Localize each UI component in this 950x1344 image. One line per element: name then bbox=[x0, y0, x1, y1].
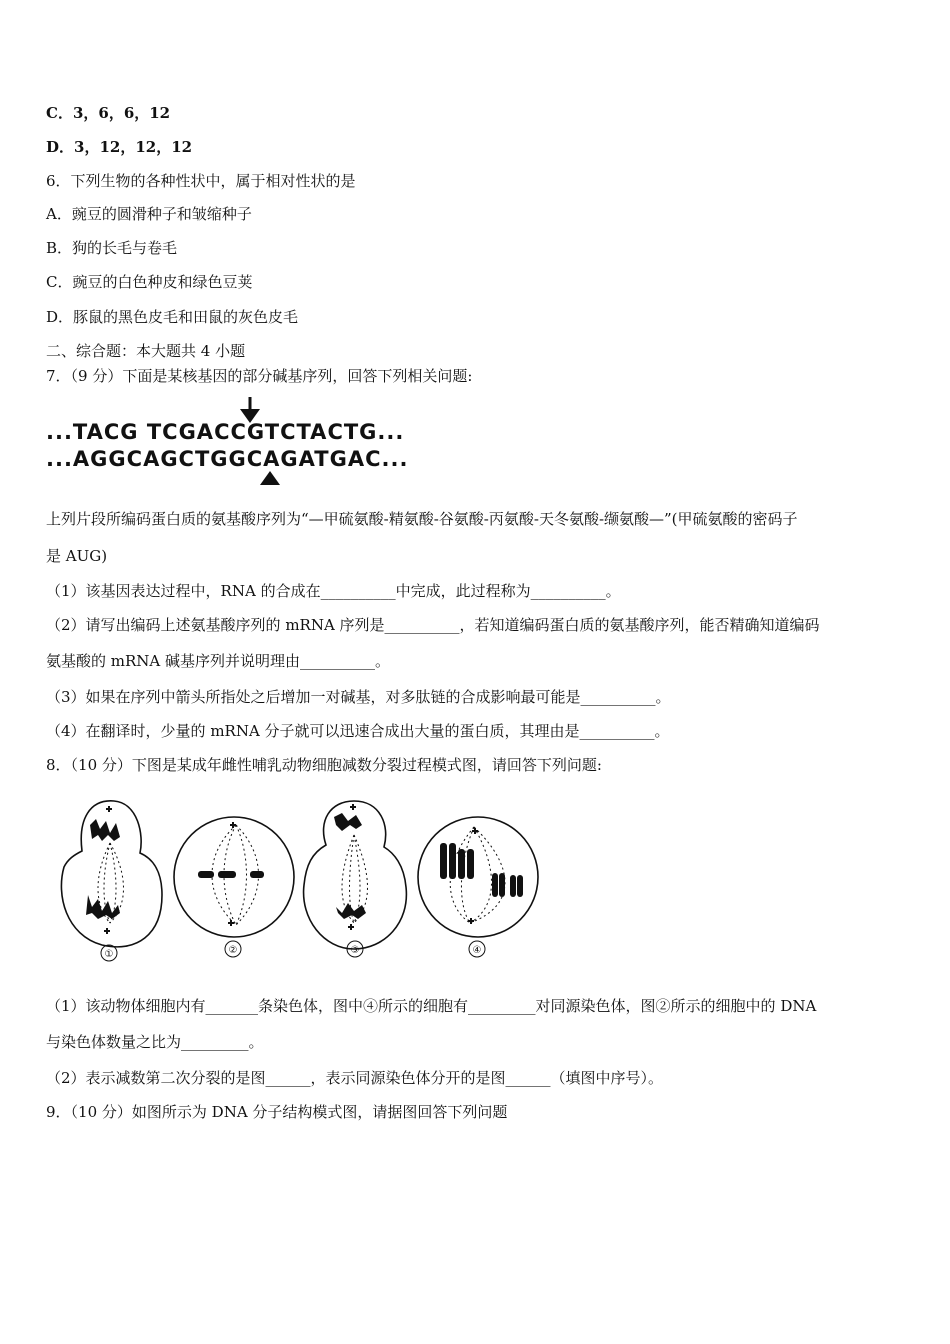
q6-option-d: D．豚鼠的黑色皮毛和田鼠的灰色皮毛 bbox=[46, 308, 299, 326]
dna-bottom-strand: ...AGGCAGCTGGCAGATGAC... bbox=[46, 447, 409, 471]
cell-label-4: ④ bbox=[472, 945, 482, 956]
q7-sub3: （3）如果在序列中箭头所指处之后增加一对碱基，对多肽链的合成影响最可能是__________。 bbox=[46, 688, 671, 706]
q6-stem: 6．下列生物的各种性状中，属于相对性状的是 bbox=[46, 172, 356, 190]
q5-option-d: D．3，12，12，12 bbox=[46, 138, 193, 156]
q7-desc-line1: 上列片段所编码蛋白质的氨基酸序列为“—甲硫氨酸-精氨酸-谷氨酸-丙氨酸-天冬氨酸-缬氨酸—”(甲硫氨酸的密码子 bbox=[46, 510, 798, 528]
section-heading: 二、综合题：本大题共 4 小题 bbox=[46, 342, 246, 360]
q8-stem: 8．（10 分）下图是某成年雌性哺乳动物细胞减数分裂过程模式图，请回答下列问题: bbox=[46, 756, 602, 774]
q7-sub2-line2: 氨基酸的 mRNA 碱基序列并说明理由__________。 bbox=[46, 652, 391, 670]
up-arrow-icon bbox=[257, 469, 283, 487]
q6-option-c: C．豌豆的白色种皮和绿色豆荚 bbox=[46, 273, 253, 291]
q8-sub2: （2）表示减数第二次分裂的是图______，表示同源染色体分开的是图______（填图中序号）。 bbox=[46, 1069, 664, 1087]
q5-option-c: C．3，6，6，12 bbox=[46, 104, 171, 122]
q7-sub1: （1）该基因表达过程中，RNA 的合成在__________中完成，此过程称为__________。 bbox=[46, 582, 621, 600]
q7-sub2-line1: （2）请写出编码上述氨基酸序列的 mRNA 序列是__________，若知道编码蛋白质的氨基酸序列，能否精确知道编码 bbox=[46, 616, 820, 634]
meiosis-cells-figure bbox=[44, 795, 554, 967]
q7-sub4: （4）在翻译时，少量的 mRNA 分子就可以迅速合成出大量的蛋白质，其理由是__________。 bbox=[46, 722, 670, 740]
q9-stem: 9．（10 分）如图所示为 DNA 分子结构模式图，请据图回答下列问题 bbox=[46, 1103, 508, 1121]
cell-label-3: ③ bbox=[350, 945, 360, 956]
q6-option-b: B．狗的长毛与卷毛 bbox=[46, 239, 178, 257]
dna-top-strand: ...TACG TCGACCGTCTACTG... bbox=[46, 420, 405, 444]
q8-sub1-line1: （1）该动物体细胞内有_______条染色体，图中④所示的细胞有_________对同源染色体，图②所示的细胞中的 DNA bbox=[46, 997, 817, 1015]
cell-label-1: ① bbox=[104, 949, 114, 960]
q8-sub1-line2: 与染色体数量之比为_________。 bbox=[46, 1033, 264, 1051]
cell-1-outline bbox=[61, 801, 162, 947]
q7-desc-line2: 是 AUG) bbox=[46, 547, 108, 565]
cell-label-2: ② bbox=[228, 945, 238, 956]
q6-option-a: A．豌豆的圆滑种子和皱缩种子 bbox=[46, 205, 252, 223]
q7-stem: 7．（9 分）下面是某核基因的部分碱基序列，回答下列相关问题: bbox=[46, 367, 473, 385]
